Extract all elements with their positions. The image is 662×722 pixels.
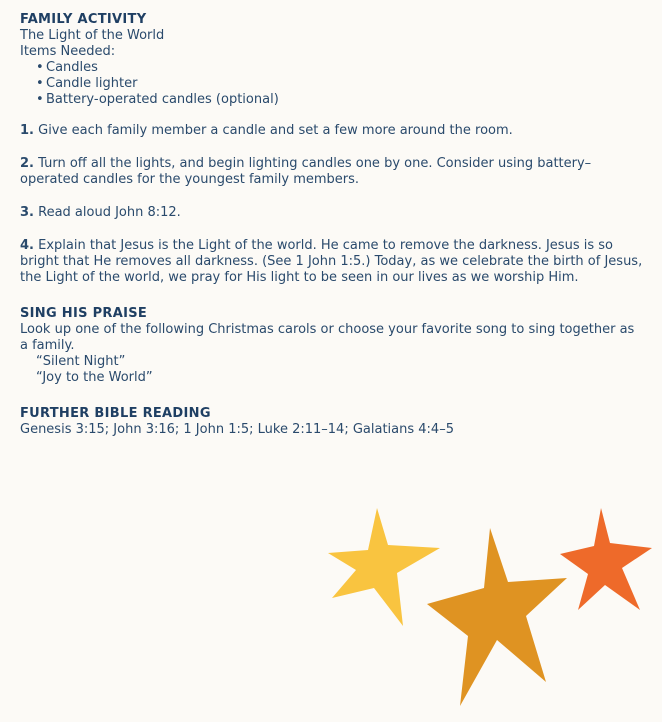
family-activity-heading: FAMILY ACTIVITY — [20, 12, 147, 27]
step-2 — [20, 156, 645, 188]
orange-star-icon — [560, 508, 652, 610]
activity-title: The Light of the World — [20, 28, 165, 43]
bullet-icon: • — [36, 76, 44, 91]
step-number: 2. — [20, 156, 34, 171]
bullet-icon: • — [36, 60, 44, 75]
items-list — [20, 60, 645, 108]
list-item: • Battery-operated candles (optional) — [36, 92, 279, 107]
further-reading-heading: FURTHER BIBLE READING — [20, 406, 211, 421]
step-text: Turn off all the lights, and begin lighting candles one by one. Consider using battery–operated candles for the youngest family members. — [20, 156, 592, 187]
song-title: “Silent Night” — [36, 354, 126, 369]
page-content — [20, 12, 645, 438]
list-item: • Candles — [36, 60, 98, 75]
song-title: “Joy to the World” — [36, 370, 153, 385]
items-needed-label: Items Needed: — [20, 44, 116, 59]
step-1 — [20, 123, 645, 139]
scripture-references: Genesis 3:15; John 3:16; 1 John 1:5; Luke 2:11–14; Galatians 4:4–5 — [20, 422, 454, 437]
further-reading-section — [20, 406, 645, 438]
step-text: Read aloud John 8:12. — [38, 205, 181, 220]
step-number: 3. — [20, 205, 34, 220]
bullet-icon: • — [36, 92, 44, 107]
step-text: Explain that Jesus is the Light of the world. He came to remove the darkness. Jesus is so bright that He removes all darkness. (See 1 John 1:5.) Today, as we celebrate the birth of Jesus, the Light of the world, we pray for His light to be seen in our lives as we worship Him. — [20, 238, 643, 285]
yellow-star-icon — [328, 508, 440, 626]
sing-his-praise-section — [20, 306, 645, 386]
step-number: 4. — [20, 238, 34, 253]
step-4 — [20, 238, 645, 286]
step-3 — [20, 205, 645, 221]
step-number: 1. — [20, 123, 34, 138]
sing-his-praise-heading: SING HIS PRAISE — [20, 306, 148, 321]
sing-instructions: Look up one of the following Christmas carols or choose your favorite song to sing together as a family. — [20, 322, 635, 353]
gold-star-icon — [427, 528, 567, 706]
list-item: • Candle lighter — [36, 76, 138, 91]
step-text: Give each family member a candle and set a few more around the room. — [38, 123, 513, 138]
